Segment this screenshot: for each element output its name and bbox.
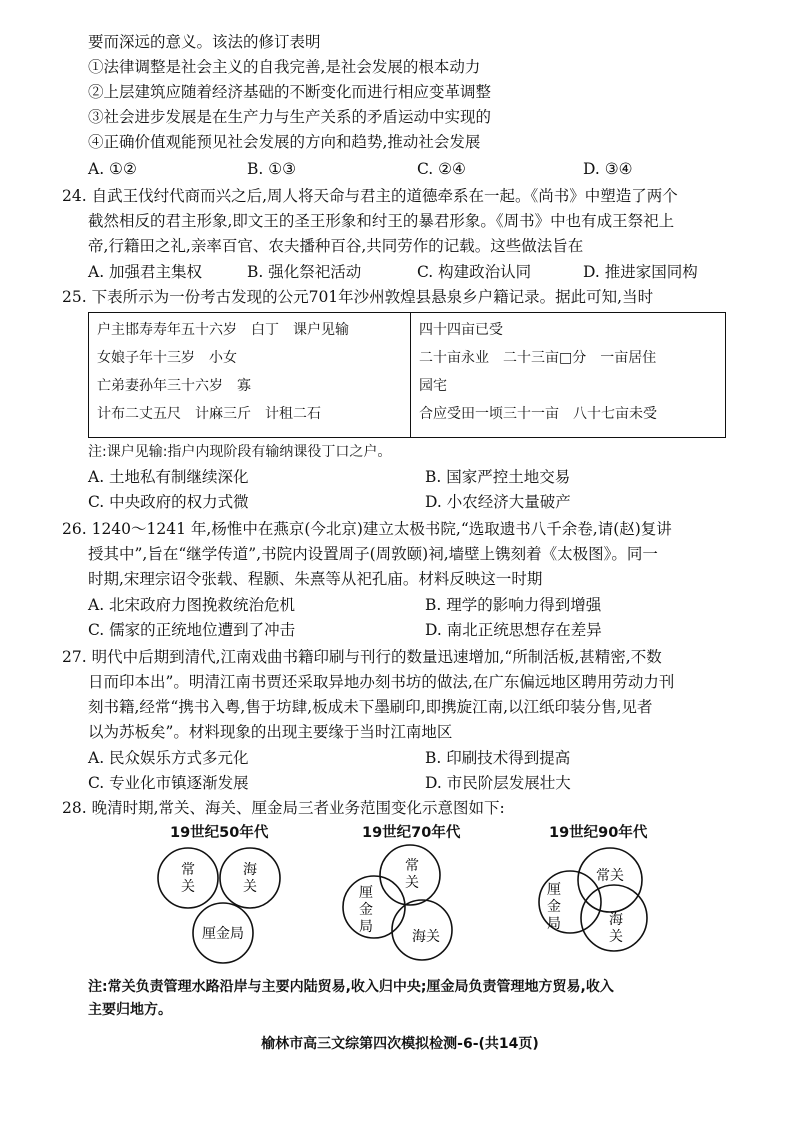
venn-1870s-label-haiguan: 海关: [412, 929, 440, 945]
venn-1870s-label-lijin-1: 厘: [359, 885, 373, 901]
venn-1850s-circle-changguan: [158, 848, 218, 908]
venn-1870s-label-changguan-2: 关: [405, 875, 419, 891]
q27-line-2: 日而印本出”。明清江南书贾还采取异地办刻书坊的做法,在广东偏远地区聘用劳动力刊: [88, 673, 675, 691]
venn-1890s-label-changguan: 常关: [596, 868, 624, 884]
q26-option-d[interactable]: D. 南北正统思想存在差异: [425, 621, 602, 639]
q26-line-1: 26. 1240～1241 年,杨惟中在燕京(今北京)建立太极书院,“选取遗书八千余卷,请(赵)复讲: [62, 520, 672, 538]
q26-line-3: 时期,宋理宗诏令张载、程颢、朱熹等从祀孔庙。材料反映这一时期: [88, 570, 543, 588]
register-left-line: 亡弟妻孙年三十六岁 寡: [97, 378, 251, 394]
register-left-cell: [89, 313, 411, 438]
q23-item-1: ①法律调整是社会主义的自我完善,是社会发展的根本动力: [88, 58, 481, 76]
register-right-line: 四十四亩已受: [419, 322, 503, 338]
register-left-line: 计布二丈五尺 计麻三斤 计租二石: [97, 406, 321, 422]
register-right-line: 合应受田一顷三十一亩 八十七亩未受: [419, 406, 657, 422]
venn-1870s-circle-lijin: [343, 876, 405, 938]
q23-item-2: ②上层建筑应随着经济基础的不断变化而进行相应变革调整: [88, 83, 492, 101]
venn-1850s-label-changguan-1: 常: [181, 862, 195, 878]
venn-1850s: [150, 840, 290, 965]
register-right-cell: [411, 313, 726, 438]
venn-1850s-label-haiguan-1: 海: [243, 862, 257, 878]
venn-1850s-label-changguan-2: 关: [181, 879, 195, 895]
q26-option-a[interactable]: A. 北宋政府力图挽救统治危机: [88, 596, 296, 614]
venn-1870s-label-lijin-3: 局: [359, 919, 373, 935]
q23-option-c[interactable]: C. ②④: [417, 160, 466, 178]
q24-option-a[interactable]: A. 加强君主集权: [88, 263, 203, 281]
q26-option-c[interactable]: C. 儒家的正统地位遭到了冲击: [88, 621, 296, 639]
q27-line-3: 刻书籍,经常“携书入粤,售于坊肆,板成未下墨刷印,即携旋江南,以江纸印装分售,见者: [88, 698, 653, 716]
q24-line-3: 帝,行籍田之礼,亲率百官、农夫播种百谷,共同劳作的记载。这些做法旨在: [88, 237, 584, 255]
q27-line-1: 27. 明代中后期到清代,江南戏曲书籍印刷与刊行的数量迅速增加,“所制活板,甚精密,不数: [62, 648, 662, 666]
venn-1890s-label-lijin-3: 局: [547, 916, 561, 932]
q25-note: 注:课户见输:指户内现阶段有输纳课役丁口之户。: [88, 444, 392, 460]
household-register-table: [88, 312, 726, 438]
q23-item-4: ④正确价值观能预见社会发展的方向和趋势,推动社会发展: [88, 133, 481, 151]
q25-option-a[interactable]: A. 土地私有制继续深化: [88, 468, 249, 486]
q27-option-a[interactable]: A. 民众娱乐方式多元化: [88, 749, 249, 767]
venn-1890s: [528, 840, 658, 965]
q27-line-4: 以为苏板矣”。材料现象的出现主要缘于当时江南地区: [88, 723, 453, 741]
register-right-line: 园宅: [419, 378, 447, 394]
venn-1870s-label-changguan-1: 常: [405, 858, 419, 874]
venn-1850s-label-haiguan-2: 关: [243, 879, 257, 895]
q27-option-c[interactable]: C. 专业化市镇逐渐发展: [88, 774, 249, 792]
q26-line-2: 授其中”,旨在“继学传道”,书院内设置周子(周敦颐)祠,墙壁上镌刻着《太极图》。同一: [88, 545, 658, 563]
register-left-line: 户主邯寿寿年五十六岁 白丁 课户见输: [97, 322, 349, 338]
q28-note-line-1: 注:常关负责管理水路沿岸与主要内陆贸易,收入归中央;厘金局负责管理地方贸易,收入: [88, 979, 614, 995]
page-footer: 榆林市高三文综第四次模拟检测-6-(共14页): [261, 1036, 539, 1052]
register-right-line: 二十亩永业 二十三亩□分 一亩居住: [419, 350, 657, 366]
q24-option-d[interactable]: D. 推进家国同构: [583, 263, 698, 281]
venn-1870s: [338, 835, 468, 965]
q25-option-b[interactable]: B. 国家严控土地交易: [425, 468, 571, 486]
venn-1890s-title: 19世纪90年代: [549, 825, 648, 841]
q28-note-line-2: 主要归地方。: [88, 1002, 172, 1018]
q23-option-b[interactable]: B. ①③: [247, 160, 297, 178]
venn-1870s-label-lijin-2: 金: [359, 902, 373, 918]
register-left-line: 女娘子年十三岁 小女: [97, 350, 237, 366]
q23-option-d[interactable]: D. ③④: [583, 160, 633, 178]
q27-option-b[interactable]: B. 印刷技术得到提高: [425, 749, 571, 767]
q23-stem-end: 要而深远的意义。该法的修订表明: [88, 33, 321, 51]
venn-1890s-label-haiguan-1: 海: [609, 912, 623, 928]
venn-1870s-title: 19世纪70年代: [362, 825, 461, 841]
venn-1850s-title: 19世纪50年代: [170, 825, 269, 841]
q24-option-c[interactable]: C. 构建政治认同: [417, 263, 532, 281]
venn-1890s-label-lijin-1: 厘: [547, 882, 561, 898]
q25-option-c[interactable]: C. 中央政府的权力式微: [88, 493, 249, 511]
q27-option-d[interactable]: D. 市民阶层发展壮大: [425, 774, 571, 792]
venn-1850s-label-lijin: 厘金局: [202, 926, 244, 942]
q25-option-d[interactable]: D. 小农经济大量破产: [425, 493, 571, 511]
q26-option-b[interactable]: B. 理学的影响力得到增强: [425, 596, 602, 614]
q25-stem: 25. 下表所示为一份考古发现的公元701年沙州敦煌县悬泉乡户籍记录。据此可知,当时: [62, 288, 654, 306]
q24-option-b[interactable]: B. 强化祭祀活动: [247, 263, 362, 281]
q23-option-a[interactable]: A. ①②: [88, 160, 137, 178]
q23-item-3: ③社会进步发展是在生产力与生产关系的矛盾运动中实现的: [88, 108, 492, 126]
q28-stem: 28. 晚清时期,常关、海关、厘金局三者业务范围变化示意图如下:: [62, 799, 505, 817]
venn-1890s-label-haiguan-2: 关: [609, 929, 623, 945]
venn-1850s-circle-haiguan: [220, 848, 280, 908]
venn-1890s-label-lijin-2: 金: [547, 899, 561, 915]
q24-line-1: 24. 自武王伐纣代商而兴之后,周人将天命与君主的道德牵系在一起。《尚书》中塑造了两个: [62, 187, 678, 205]
q24-line-2: 截然相反的君主形象,即文王的圣王形象和纣王的暴君形象。《周书》中也有成王祭祀上: [88, 212, 675, 230]
